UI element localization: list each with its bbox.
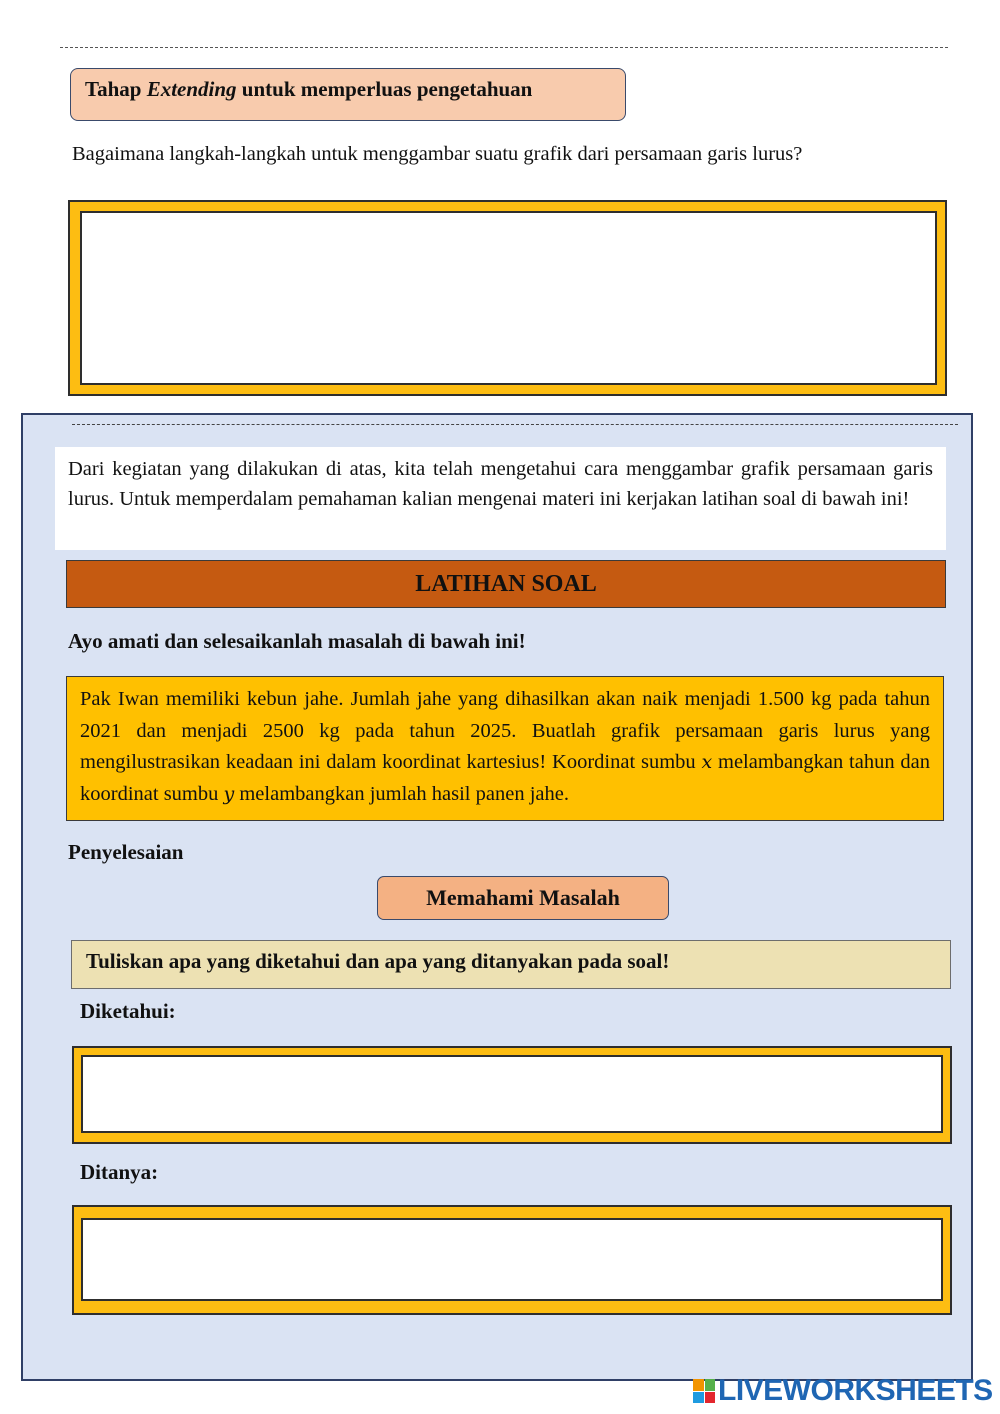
logo-text: LIVEWORKSHEETS [718, 1374, 993, 1407]
stage-suffix: untuk memperluas pengetahuan [236, 77, 533, 101]
top-dashed-divider [60, 47, 948, 48]
answer-input-question-1[interactable] [82, 213, 935, 383]
liveworksheets-logo[interactable] [693, 1374, 993, 1408]
answer-box-question-1 [68, 200, 947, 396]
question-1-text: Bagaimana langkah-langkah untuk menggambar suatu grafik dari persamaan garis lurus? [72, 143, 803, 165]
stage-emphasis: Extending [146, 77, 237, 101]
problem-part-1: Pak Iwan memiliki kebun jahe. Jumlah jahe yang dihasilkan akan naik menjadi 1.500 kg pada tahun 2021 dan menjadi 2500 kg pada tahun 2025. Buatlah grafik persamaan garis lurus yang mengilustrasikan keadaan ini dalam koordinat kartesius! Koordinat sumbu [80, 688, 930, 773]
exercise-header: LATIHAN SOAL [66, 560, 946, 608]
panel-dashed-divider [72, 424, 958, 425]
asked-label: Ditanya: [80, 1160, 159, 1184]
answer-input-known[interactable] [83, 1057, 941, 1131]
problem-part-2: melambangkan tahun dan koordinat sumbu [80, 751, 930, 805]
task-instruction-box: Tuliskan apa yang diketahui dan apa yang ditanyakan pada soal! [71, 940, 951, 989]
answer-area-question-1 [80, 211, 937, 385]
variable-x: x [701, 751, 713, 773]
intro-paragraph: Dari kegiatan yang dilakukan di atas, kita telah mengetahui cara menggambar grafik persamaan garis lurus. Untuk memperdalam pemahaman kalian mengenai materi ini kerjakan latihan soal di bawah ini! [55, 447, 946, 550]
extending-stage-box [70, 68, 626, 121]
answer-input-asked[interactable] [83, 1220, 941, 1299]
answer-box-known [72, 1046, 952, 1144]
known-label: Diketahui: [80, 999, 176, 1023]
problem-box [66, 676, 944, 821]
answer-area-asked [81, 1218, 943, 1301]
step-label-box: Memahami Masalah [377, 876, 669, 920]
answer-area-known [81, 1055, 943, 1133]
solution-label: Penyelesaian [68, 840, 184, 864]
instruction-text: Ayo amati dan selesaikanlah masalah di bawah ini! [68, 629, 526, 653]
problem-part-3: melambangkan jumlah hasil panen jahe. [234, 782, 569, 805]
stage-prefix: Tahap [85, 77, 147, 101]
variable-y: y [223, 782, 235, 805]
answer-box-asked [72, 1205, 952, 1315]
liveworksheets-logo-icon [693, 1379, 715, 1403]
